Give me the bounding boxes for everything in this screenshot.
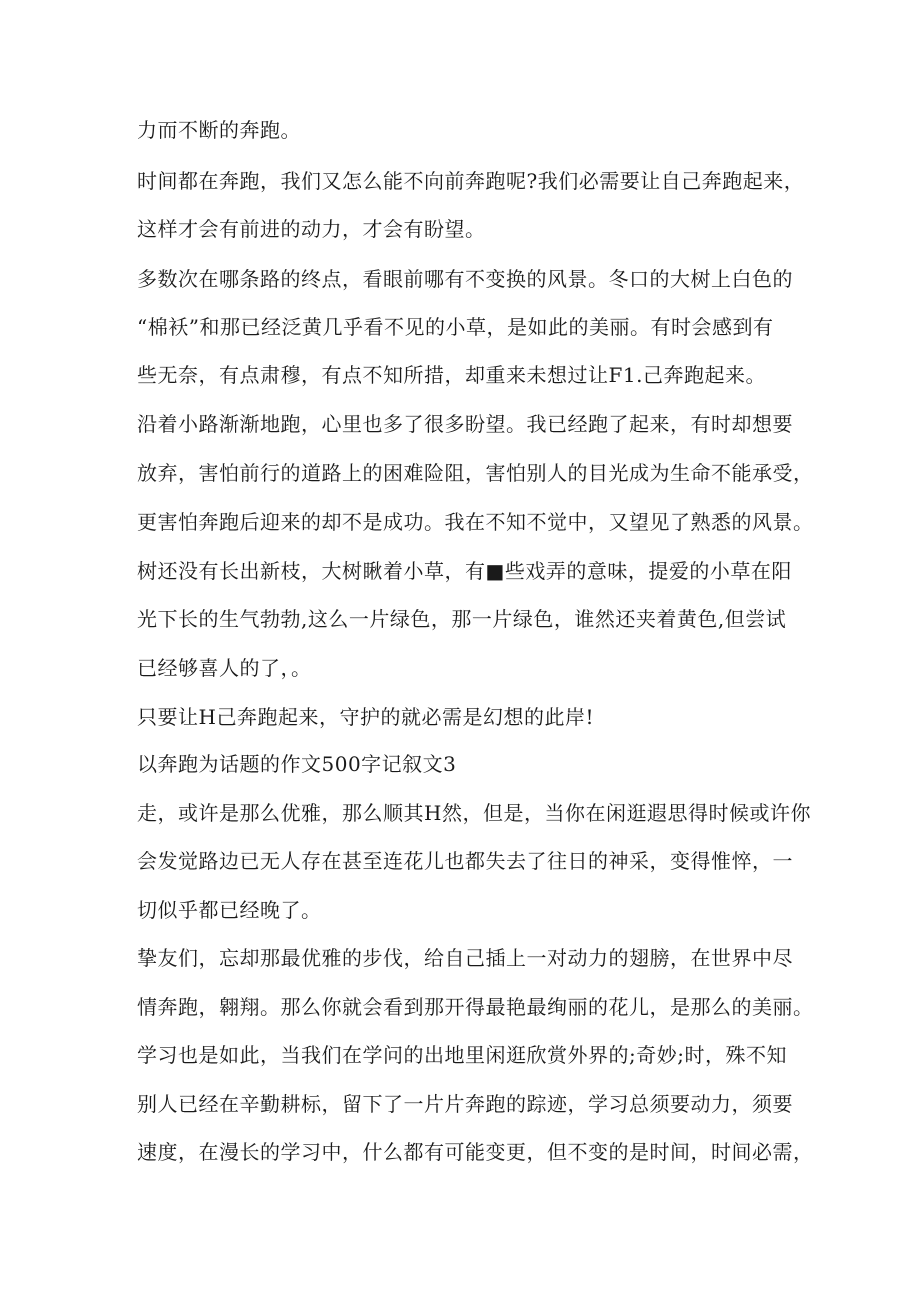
text-line: 别人已经在辛勤耕标，留下了一片片奔跑的踪迹，学习总须要动力，须要 (137, 1092, 793, 1116)
text-line: 沿着小路渐渐地跑，心里也多了很多盼望。我已经跑了起来，有时却想要 (137, 412, 793, 436)
text-line: 时间都在奔跑，我们又怎么能不向前奔跑呢?我们必需要让自己奔跑起来， (137, 169, 805, 193)
text-line: 这样才会有前进的动力，才会有盼望。 (137, 217, 486, 241)
text-line: 光下长的生气勃勃,这么一片绿色，那一片绿色，谁然还夹着黄色,但尝试 (137, 607, 787, 631)
text-line: 些无奈，有点肃穆，有点不知所措，却重来未想过让F1.己奔跑起来。 (137, 363, 766, 387)
text-line: 力而不断的奔跑。 (137, 118, 301, 142)
text-line: 树还没有长出新枝，大树瞅着小草，有■些戏弄的意味，提爱的小草在阳 (137, 559, 792, 583)
text-line: 情奔跑，翱翔。那么你就会看到那开得最艳最绚丽的花儿，是那么的美丽。 (137, 995, 814, 1019)
text-line: 学习也是如此，当我们在学问的出地里闲逛欣赏外界的;奇妙;时，殊不知 (137, 1043, 787, 1067)
text-line: 多数次在哪条路的终点，看眼前哪有不变换的风景。冬口的大树上白色的 (137, 267, 793, 291)
text-line: 切似乎都已经晚了。 (137, 898, 322, 922)
text-line: “棉袄”和那已经泛黄几乎看不见的小草，是如此的美丽。有时会感到有 (137, 315, 774, 339)
text-line: 只要让H己奔跑起来，守护的就必需是幻想的此岸! (137, 705, 594, 729)
section-heading: 以奔跑为话题的作文500字记叙文3 (137, 752, 457, 776)
text-line: 放弃，害怕前行的道路上的困难险阻，害怕别人的目光成为生命不能承受， (137, 461, 814, 485)
text-line: 更害怕奔跑后迎来的却不是成功。我在不知不觉中，又望见了熟悉的风景。 (137, 510, 814, 534)
text-line: 会发觉路边已无人存在甚至连花儿也都失去了往日的神采，变得惟悴，一 (137, 849, 793, 873)
text-line: 已经够喜人的了，。 (137, 656, 312, 680)
text-line: 走，或许是那么优雅，那么顺其H然，但是，当你在闲逛遐思得时候或许你 (137, 801, 811, 825)
text-line: 挚友们，忘却那最优雅的步伐，给自己插上一对动力的翅膀，在世界中尽 (137, 946, 793, 970)
text-line: 速度，在漫长的学习中，什么都有可能变更，但不变的是时间，时间必需， (137, 1140, 814, 1164)
